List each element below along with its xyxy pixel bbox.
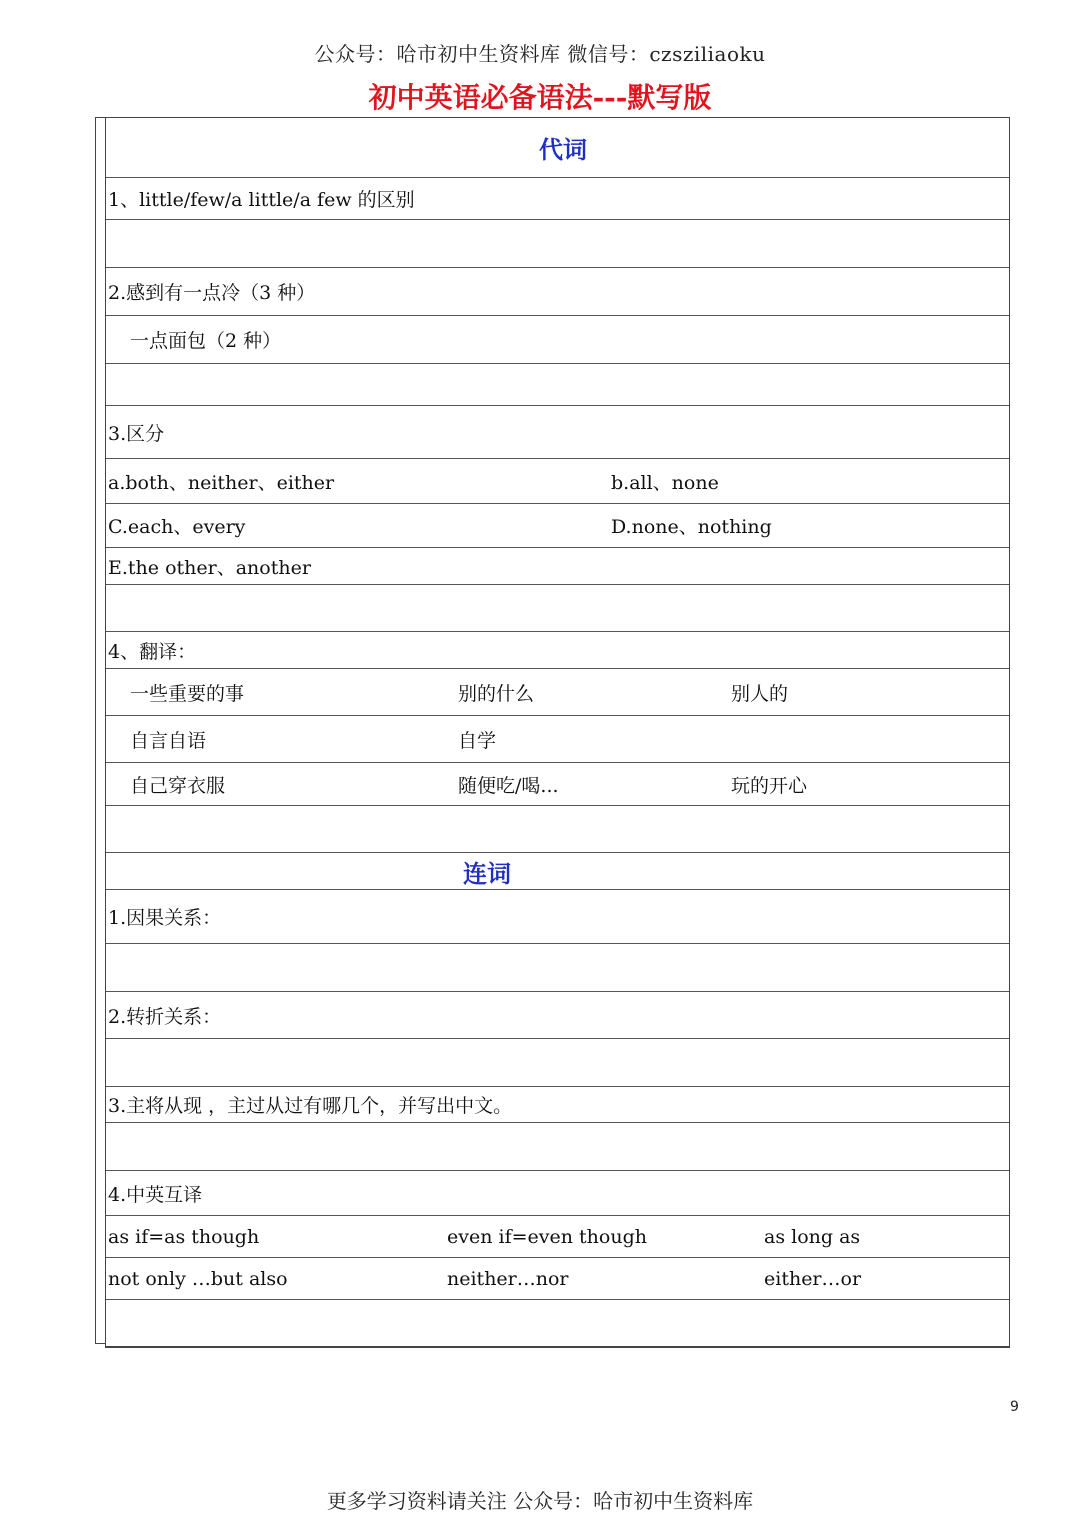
conj-question-2-label: 2.转折关系： (108, 1005, 222, 1028)
conj-question-3-label: 3.主将从现 ，主过从过有哪几个，并写出中文。 (108, 1095, 513, 1117)
item-a: a.both、neither、either (108, 471, 335, 494)
item-b: b.all、none (611, 471, 719, 494)
document-title: 初中英语必备语法---默写版 (368, 81, 712, 114)
conj-question-4-label: 4.中英互译 (108, 1183, 203, 1206)
item-d: D.none、nothing (611, 516, 772, 538)
answer-blank[interactable] (106, 1039, 1009, 1087)
answer-blank[interactable] (106, 585, 1009, 632)
translate-item: 自学 (458, 729, 497, 752)
question-row (106, 632, 1009, 669)
answer-blank[interactable] (106, 1300, 1009, 1348)
phrase-row (106, 1258, 1009, 1300)
question-row (106, 1087, 1009, 1123)
answer-blank[interactable] (106, 220, 1009, 268)
question-row (106, 316, 1009, 364)
footer-banner: 更多学习资料请关注 公众号：哈市初中生资料库 (326, 1489, 754, 1513)
phrase-item: even if=even though (447, 1225, 647, 1248)
translate-row (106, 763, 1009, 806)
section-header-conjunction (106, 853, 1009, 890)
phrase-item: not only …but also (108, 1267, 288, 1290)
question-row (106, 504, 1009, 548)
phrase-row (106, 1216, 1009, 1258)
translate-row (106, 716, 1009, 763)
question-row (106, 1171, 1009, 1216)
page-number: 9 (1010, 1399, 1019, 1415)
translate-row (106, 669, 1009, 716)
phrase-item: as long as (764, 1225, 861, 1248)
section-title-pronoun: 代词 (539, 135, 587, 164)
worksheet-table (105, 117, 1010, 1348)
answer-blank[interactable] (106, 364, 1009, 406)
question-3-label: 3.区分 (108, 422, 165, 445)
answer-blank[interactable] (106, 944, 1009, 992)
item-c: C.each、every (108, 516, 246, 538)
phrase-item: neither…nor (447, 1267, 569, 1290)
item-e: E.the other、another (108, 556, 311, 579)
question-4-label: 4、翻译： (108, 640, 197, 663)
conj-question-1-label: 1.因果关系： (108, 907, 222, 929)
question-row (106, 406, 1009, 459)
translate-item: 别人的 (731, 682, 789, 705)
section-title-conjunction: 连词 (463, 858, 511, 888)
translate-item: 随便吃/喝... (458, 774, 559, 797)
translate-item: 自言自语 (130, 729, 207, 752)
answer-blank[interactable] (106, 1123, 1009, 1171)
question-row (106, 268, 1009, 316)
phrase-item: as if=as though (108, 1225, 260, 1248)
translate-item: 自己穿衣服 (130, 774, 226, 797)
translate-item: 玩的开心 (731, 774, 808, 797)
question-row (106, 178, 1009, 220)
section-header-pronoun (106, 118, 1009, 178)
table-left-border (95, 117, 105, 1344)
answer-blank[interactable] (106, 806, 1009, 853)
question-row (106, 548, 1009, 585)
question-2-label: 2.感到有一点冷（3 种） (108, 282, 316, 304)
translate-item: 别的什么 (458, 682, 535, 705)
question-row (106, 459, 1009, 504)
translate-item: 一些重要的事 (130, 682, 245, 705)
question-row (106, 890, 1009, 944)
phrase-item: either…or (764, 1267, 862, 1290)
question-2b-label: 一点面包（2 种） (130, 330, 282, 352)
question-row (106, 992, 1009, 1039)
header-banner: 公众号：哈市初中生资料库 微信号：czsziliaoku (314, 42, 766, 66)
question-1-label: 1、little/few/a little/a few 的区别 (108, 189, 415, 211)
